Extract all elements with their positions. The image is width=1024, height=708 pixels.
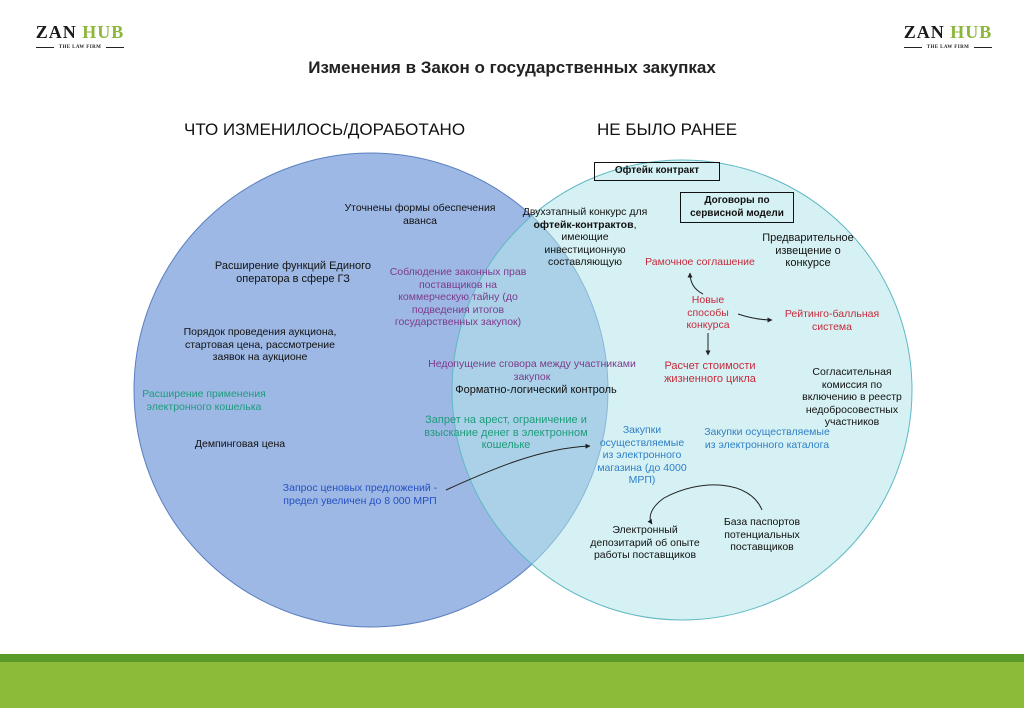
box-service-model: Договоры по сервисной модели <box>680 192 794 223</box>
item-rating: Рейтинго-балльная система <box>784 308 880 333</box>
item-auction: Порядок проведения аукциона, стартовая цена, рассмотрение заявок на аукционе <box>183 326 337 363</box>
item-passports: База паспортов потенциальных поставщиков <box>723 516 801 553</box>
item-trade-secret: Соблюдение законных прав поставщиков на коммерческую тайну (до подведения итогов государственных закупок) <box>389 266 527 328</box>
logo-tagline: THE LAW FIRM <box>28 45 132 50</box>
footer-band-dark <box>0 654 1024 662</box>
item-e-catalog: Закупки осуществляемые из электронного каталога <box>704 426 830 451</box>
item-two-stage: Двухэтапный конкурс для офтейк-контрактов, имеющие инвестиционную составляющую <box>522 206 648 268</box>
item-framework: Рамочное соглашение <box>645 256 755 268</box>
item-depository: Электронный депозитарий об опыте работы поставщиков <box>590 524 700 561</box>
item-e-shop: Закупки осуществляемые из электронного магазина (до 4000 МРП) <box>597 424 687 486</box>
item-operator: Расширение функций Единого оператора в сфере ГЗ <box>214 260 372 285</box>
heading-right: НЕ БЫЛО РАНЕЕ <box>597 120 738 139</box>
page-title: Изменения в Закон о государственных закупках <box>308 58 716 77</box>
item-wallet-use: Расширение применения электронного кошелька <box>142 388 266 413</box>
item-new-methods: Новые способы конкурса <box>686 294 730 331</box>
logo-tagline: THE LAW FIRM <box>896 45 1000 50</box>
item-wallet-arrest: Запрет на арест, ограничение и взыскание денег в электронном кошельке <box>424 414 588 451</box>
item-collusion: Недопущение сговора между участниками закупок <box>428 358 636 383</box>
item-advance-forms: Уточнены формы обеспечения аванса <box>344 202 496 227</box>
footer-band <box>0 662 1024 708</box>
item-dumping: Демпинговая цена <box>194 438 286 450</box>
box-offtake: Офтейк контракт <box>594 162 720 181</box>
item-format-control: Форматно-логический контроль <box>455 384 617 396</box>
item-prelim-notice: Предварительное извещение о конкурсе <box>762 232 854 269</box>
heading-left: ЧТО ИЗМЕНИЛОСЬ/ДОРАБОТАНО <box>184 120 466 139</box>
logo-wordmark: ZAN HUB <box>35 22 125 42</box>
item-commission: Согласительная комиссия по включению в реестр недобросовестных участников <box>802 366 902 428</box>
item-lifecycle: Расчет стоимости жизненного цикла <box>664 360 756 385</box>
item-price-requests: Запрос ценовых предложений - предел увеличен до 8 000 МРП <box>282 482 438 507</box>
logo-wordmark: ZAN HUB <box>903 22 993 42</box>
